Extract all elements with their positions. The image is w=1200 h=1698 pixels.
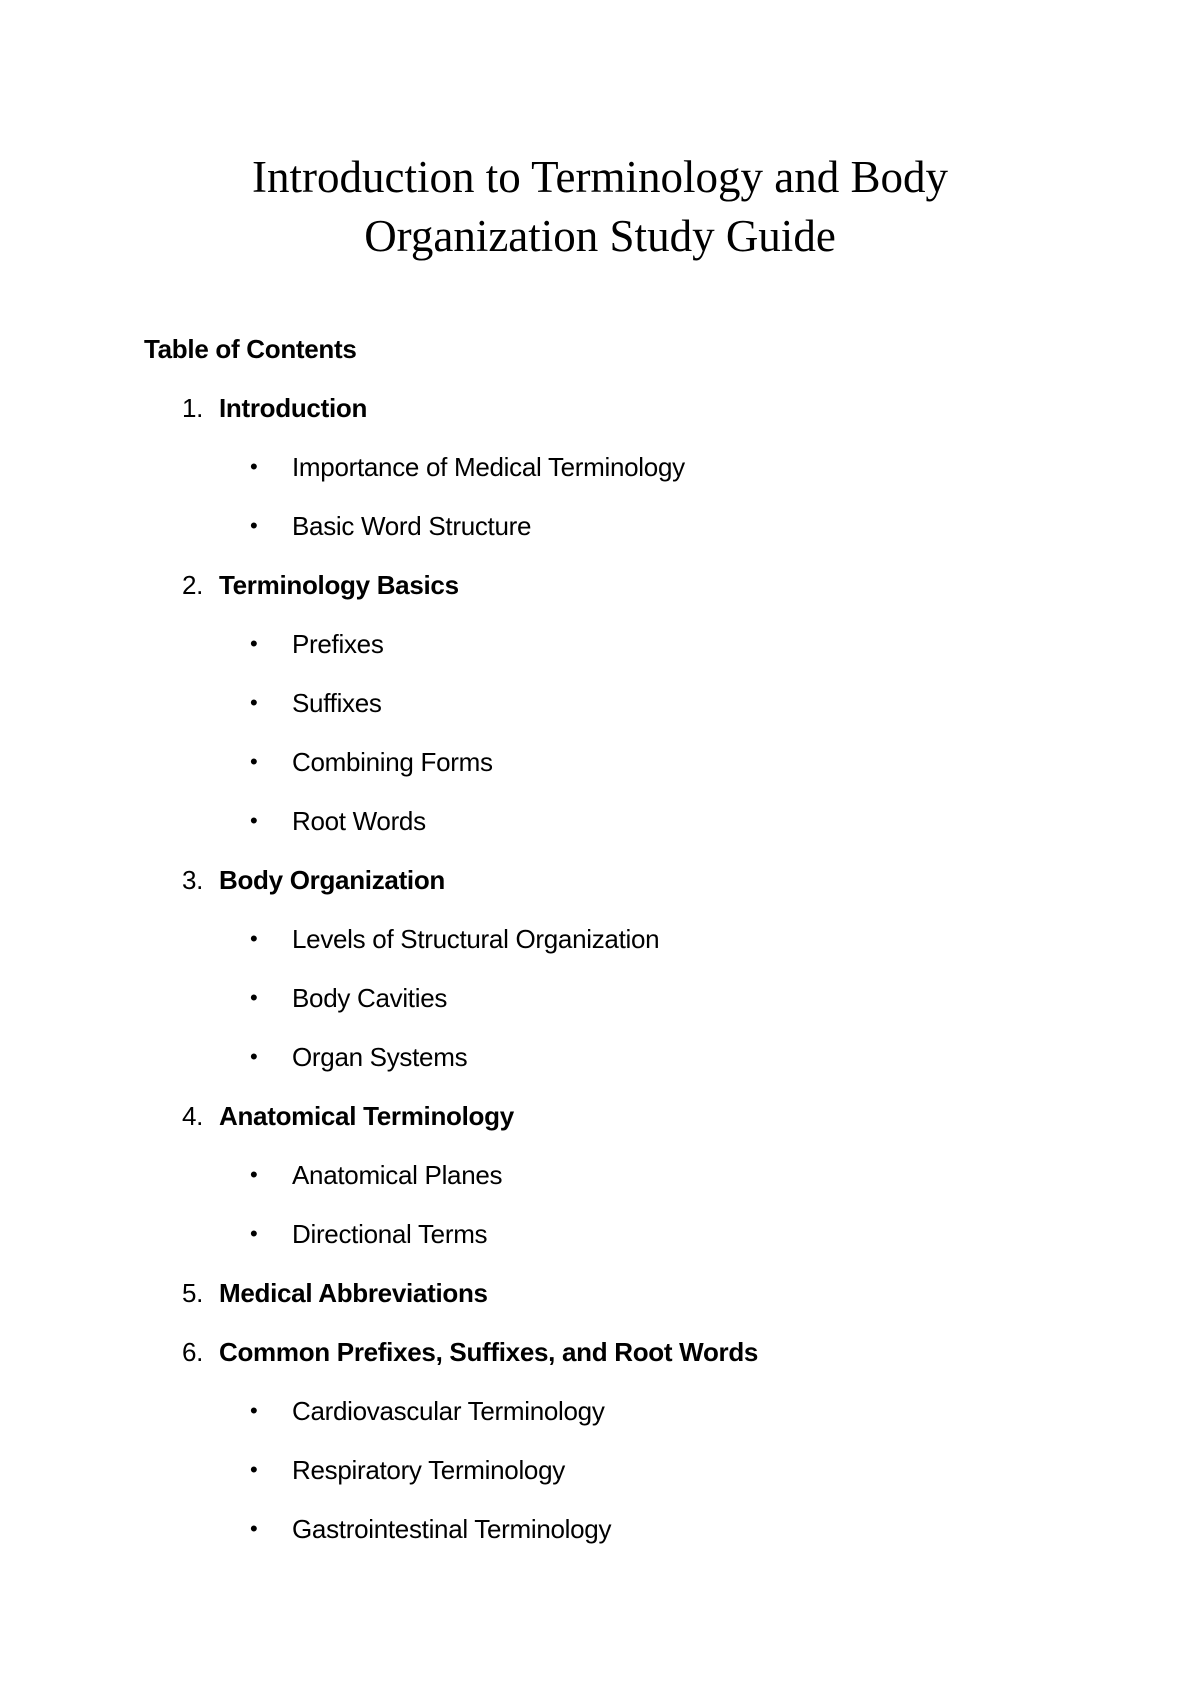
toc-subitem — [0, 922, 1200, 981]
bullet-icon: • — [250, 985, 258, 1010]
bullet-icon: • — [250, 1398, 258, 1423]
toc-section — [0, 391, 1200, 450]
toc-subitem — [0, 450, 1200, 509]
toc-section-title: Medical Abbreviations — [219, 1278, 488, 1308]
toc-subitem-label: Directional Terms — [292, 1219, 488, 1249]
toc-subitem — [0, 745, 1200, 804]
toc-subitem-label: Organ Systems — [292, 1042, 468, 1072]
document-title — [0, 148, 1200, 266]
bullet-icon: • — [250, 631, 258, 656]
toc-subitem — [0, 627, 1200, 686]
toc-section-title: Terminology Basics — [219, 570, 459, 600]
bullet-icon: • — [250, 1457, 258, 1482]
toc-section-title: Common Prefixes, Suffixes, and Root Words — [219, 1337, 759, 1367]
bullet-icon: • — [250, 749, 258, 774]
toc-subitem-label: Prefixes — [292, 629, 384, 659]
toc-subitem — [0, 509, 1200, 568]
toc-subitem-label: Combining Forms — [292, 747, 493, 777]
toc-subitem-label: Cardiovascular Terminology — [292, 1396, 605, 1426]
toc-section — [0, 1276, 1200, 1335]
toc-section-title: Introduction — [219, 393, 368, 423]
toc-subitem-label: Basic Word Structure — [292, 511, 532, 541]
toc-subitem-label: Body Cavities — [292, 983, 448, 1013]
table-of-contents — [0, 391, 1200, 1571]
bullet-icon: • — [250, 1221, 258, 1246]
toc-section — [0, 568, 1200, 627]
toc-section-number: 5. — [182, 1278, 204, 1308]
document-title-line-2: Organization Study Guide — [364, 211, 836, 261]
toc-subitem-label: Suffixes — [292, 688, 382, 718]
toc-section — [0, 1099, 1200, 1158]
toc-subitem-label: Anatomical Planes — [292, 1160, 503, 1190]
bullet-icon: • — [250, 808, 258, 833]
toc-subitem-label: Gastrointestinal Terminology — [292, 1514, 612, 1544]
toc-heading: Table of Contents — [144, 334, 357, 364]
bullet-icon: • — [250, 513, 258, 538]
toc-subitem — [0, 686, 1200, 745]
toc-section-title: Anatomical Terminology — [219, 1101, 514, 1131]
bullet-icon: • — [250, 926, 258, 951]
bullet-icon: • — [250, 1162, 258, 1187]
toc-subitem — [0, 981, 1200, 1040]
bullet-icon: • — [250, 1044, 258, 1069]
bullet-icon: • — [250, 1516, 258, 1541]
toc-section-number: 4. — [182, 1101, 204, 1131]
toc-subitem — [0, 1512, 1200, 1571]
toc-section-number: 1. — [182, 393, 204, 423]
bullet-icon: • — [250, 690, 258, 715]
toc-section-number: 6. — [182, 1337, 204, 1367]
toc-subitem — [0, 1158, 1200, 1217]
toc-subitem-label: Respiratory Terminology — [292, 1455, 565, 1485]
toc-subitem — [0, 1040, 1200, 1099]
toc-subitem — [0, 804, 1200, 863]
toc-section — [0, 1335, 1200, 1394]
bullet-icon: • — [250, 454, 258, 479]
toc-subitem-label: Importance of Medical Terminology — [292, 452, 685, 482]
toc-section-number: 3. — [182, 865, 204, 895]
toc-subitem — [0, 1453, 1200, 1512]
toc-subitem-label: Root Words — [292, 806, 426, 836]
document-title-line-1: Introduction to Terminology and Body — [252, 152, 948, 202]
toc-section-title: Body Organization — [219, 865, 446, 895]
toc-section-number: 2. — [182, 570, 204, 600]
toc-subitem-label: Levels of Structural Organization — [292, 924, 660, 954]
toc-section — [0, 863, 1200, 922]
toc-subitem — [0, 1217, 1200, 1276]
toc-subitem — [0, 1394, 1200, 1453]
